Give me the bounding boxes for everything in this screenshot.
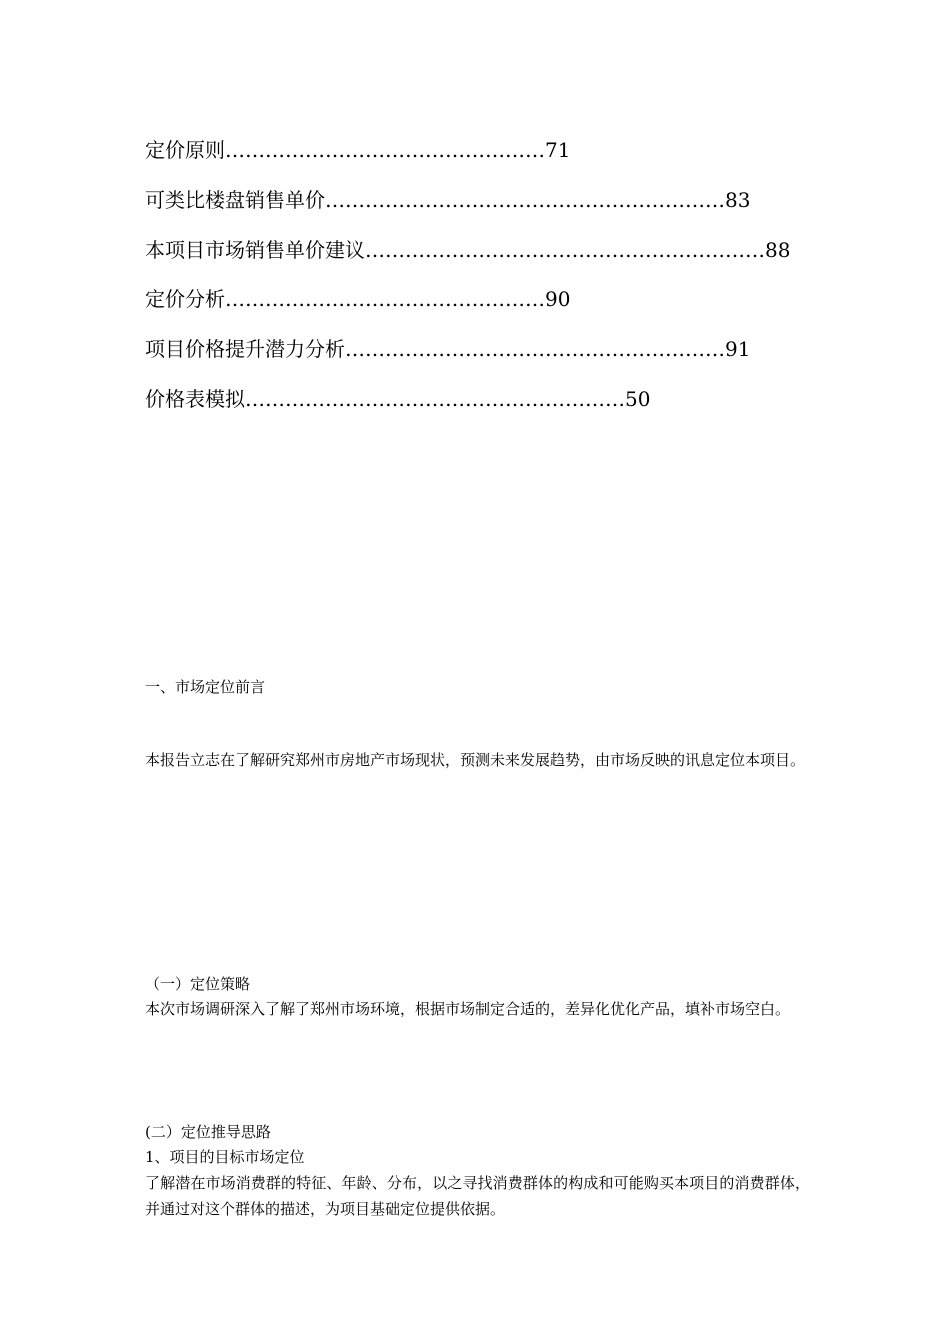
toc-entry[interactable] [145,236,790,264]
toc-leader: ………………………………………………… [245,387,625,411]
toc-page-number: 88 [765,238,791,262]
toc-entry[interactable] [145,186,750,214]
toc-page-number: 90 [545,287,571,311]
section-heading: （一）定位策略 [145,975,251,993]
toc-title: 价格表模拟 [145,387,245,411]
toc-page-number: 83 [725,188,751,212]
toc-page-number: 50 [625,387,651,411]
section-heading: 一、市场定位前言 [145,678,266,696]
toc-page-number: 71 [545,138,571,162]
body-paragraph: 了解潜在市场消费群的特征、年龄、分布，以之寻找消费群体的构成和可能购买本项目的消费群体，并通过对这个群体的描述，为项目基础定位提供依据。 [145,1174,810,1218]
toc-entry[interactable] [145,335,750,363]
toc-leader: …………………………………………………… [365,238,765,262]
toc-title: 定价分析 [145,287,225,311]
body-paragraph: 本报告立志在了解研究郑州市房地产市场现状，预测未来发展趋势，由市场反映的讯息定位本项目。 [145,751,806,769]
subsection-heading: 1、项目的目标市场定位 [145,1148,305,1166]
toc-page-number: 91 [725,337,751,361]
toc-leader: ………………………………………… [225,287,545,311]
body-paragraph: 本次市场调研深入了解了郑州市场环境，根据市场制定合适的，差异化优化产品，填补市场空白。 [145,1000,791,1018]
toc-title: 可类比楼盘销售单价 [145,188,325,212]
toc-title: 本项目市场销售单价建议 [145,238,365,262]
toc-title: 定价原则 [145,138,225,162]
toc-leader: ………………………………………………… [345,337,725,361]
toc-entry[interactable] [145,136,570,164]
toc-entry[interactable] [145,385,650,413]
section-heading: (二）定位推导思路 [145,1123,271,1141]
toc-leader: …………………………………………………… [325,188,725,212]
toc-leader: ………………………………………… [225,138,545,162]
toc-title: 项目价格提升潜力分析 [145,337,345,361]
toc-entry[interactable] [145,285,570,313]
